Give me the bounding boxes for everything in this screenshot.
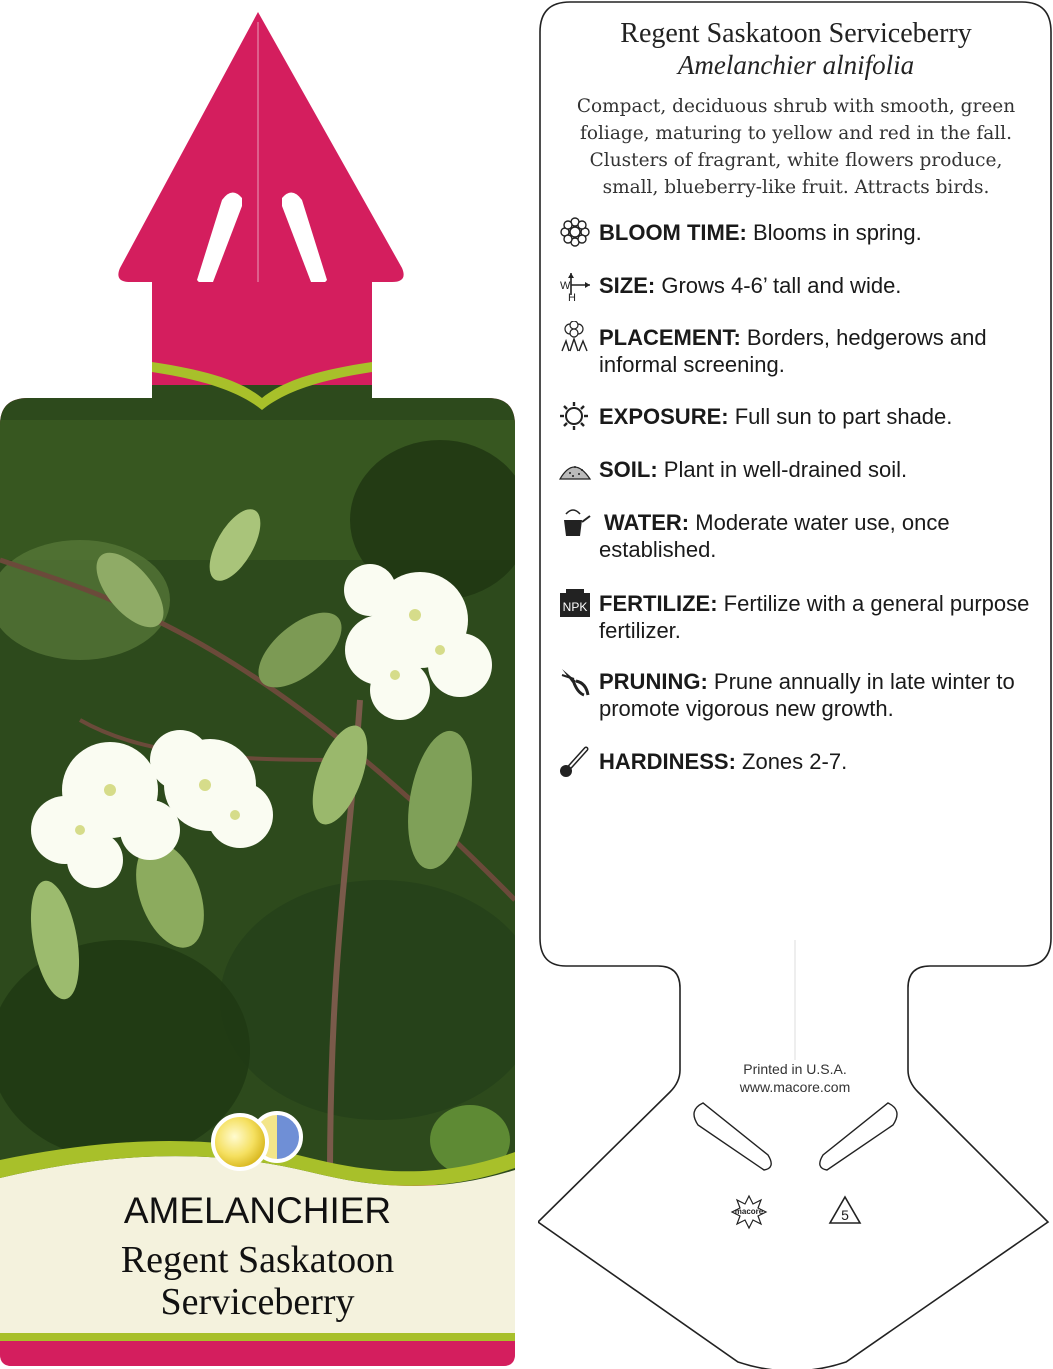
- fertilizer-icon-text: NPK: [562, 600, 588, 614]
- care-text: Plant in well-drained soil.: [657, 457, 908, 482]
- care-label: PRUNING:: [599, 669, 708, 694]
- size-icon-w: W: [560, 280, 571, 292]
- care-text: Zones 2-7.: [735, 749, 848, 774]
- recycle-number: 5: [841, 1207, 849, 1223]
- watering-can-icon: [558, 506, 592, 538]
- care-label: HARDINESS:: [599, 749, 736, 774]
- genus-name: AMELANCHIER: [123, 1190, 392, 1231]
- care-text-line2: informal screening.: [599, 352, 785, 377]
- care-label: EXPOSURE:: [599, 404, 729, 429]
- macore-logo-text: macore: [734, 1207, 764, 1216]
- description-line: foliage, maturing to yellow and red in the fall.: [580, 123, 1012, 144]
- care-text: Moderate water use, once: [689, 510, 950, 535]
- common-name-line-2: Serviceberry: [160, 1281, 355, 1323]
- care-text-line2: established.: [599, 537, 717, 562]
- printed-info: [690, 1060, 900, 1096]
- full-sun-icon: [213, 1115, 267, 1169]
- care-text: Borders, hedgerows and: [740, 325, 987, 350]
- care-text: Grows 4-6’ tall and wide.: [655, 273, 902, 298]
- care-text: Full sun to part shade.: [728, 404, 953, 429]
- soil-icon: [558, 453, 592, 485]
- care-label: SOIL:: [599, 457, 658, 482]
- flower-icon: [558, 216, 592, 248]
- pruners-icon: [558, 665, 592, 697]
- latin-name: Amelanchier alnifolia: [677, 50, 915, 80]
- printed-in: Printed in U.S.A.: [743, 1061, 847, 1077]
- sun-icon: [558, 400, 592, 432]
- description-line: small, blueberry-like fruit. Attracts birds.: [602, 177, 990, 198]
- care-text: Fertilize with a general purpose: [717, 591, 1030, 616]
- care-label: FERTILIZE:: [599, 591, 718, 616]
- common-name-line-1: Regent Saskatoon: [120, 1239, 395, 1281]
- size-icon-h: H: [568, 292, 576, 301]
- back-title: Regent Saskatoon Serviceberry: [620, 18, 972, 49]
- care-text-line2: promote vigorous new growth.: [599, 696, 894, 721]
- care-text: Prune annually in late winter to: [707, 669, 1015, 694]
- care-label: BLOOM TIME:: [599, 220, 747, 245]
- macore-logo: [732, 1196, 766, 1228]
- care-label: PLACEMENT:: [599, 325, 741, 350]
- care-text-line2: fertilizer.: [599, 618, 681, 643]
- size-icon: [558, 269, 592, 301]
- care-label: SIZE:: [599, 273, 656, 298]
- care-text: Blooms in spring.: [746, 220, 922, 245]
- description-line: Compact, deciduous shrub with smooth, green: [576, 96, 1016, 117]
- thermometer-icon: [558, 745, 592, 777]
- care-label: WATER:: [604, 510, 690, 535]
- website-link[interactable]: www.macore.com: [739, 1079, 851, 1095]
- plant-description: [560, 93, 1032, 201]
- description-line: Clusters of fragrant, white flowers produce,: [589, 150, 1003, 171]
- placement-icon: [558, 321, 592, 353]
- fertilizer-icon: [558, 587, 592, 619]
